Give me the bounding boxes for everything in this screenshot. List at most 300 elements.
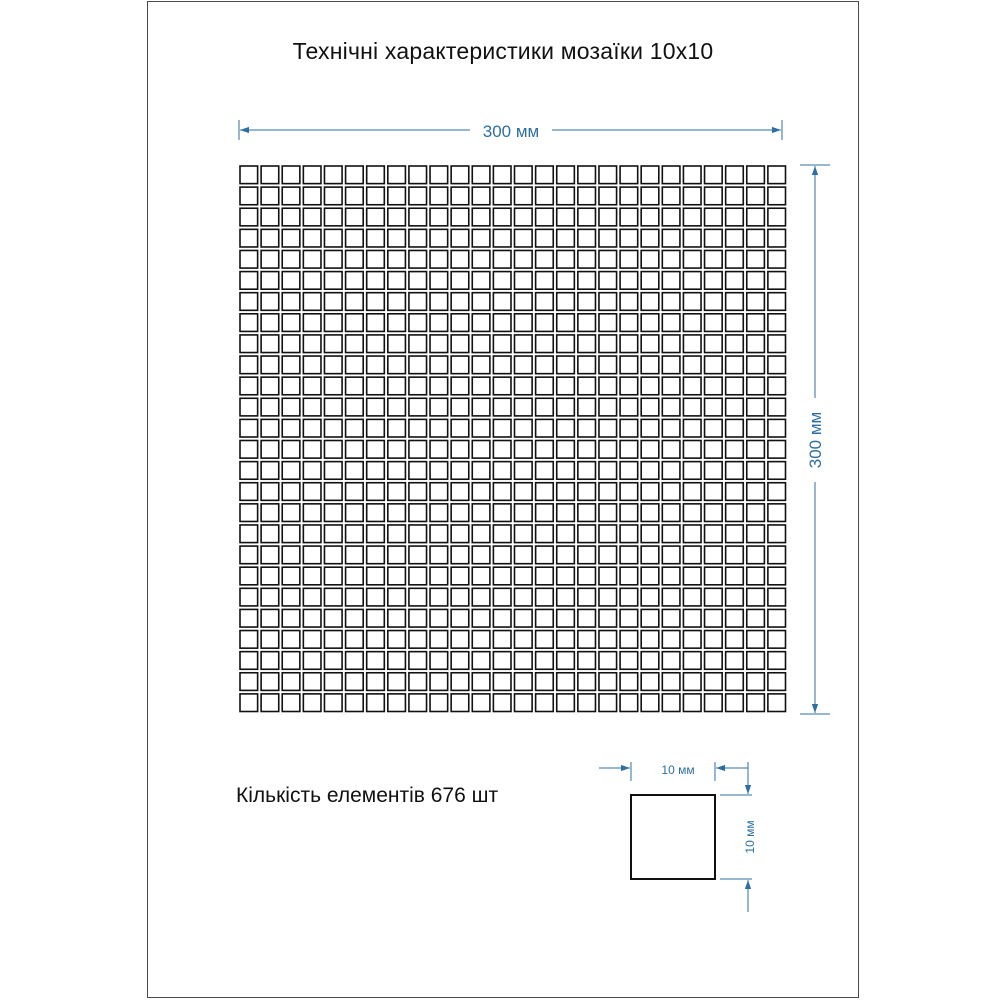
mosaic-tile — [346, 588, 364, 606]
mosaic-tile — [472, 588, 490, 606]
mosaic-tile — [641, 462, 659, 480]
mosaic-tile — [557, 229, 575, 247]
mosaic-tile — [768, 293, 786, 311]
mosaic-tile — [768, 546, 786, 564]
mosaic-tile — [346, 462, 364, 480]
mosaic-tile — [768, 250, 786, 268]
mosaic-tile — [282, 356, 300, 374]
mosaic-tile — [472, 546, 490, 564]
mosaic-tile — [726, 377, 744, 395]
mosaic-tile — [515, 187, 533, 205]
mosaic-tile — [536, 483, 554, 501]
mosaic-tile — [578, 609, 596, 627]
mosaic-tile — [599, 694, 617, 712]
mosaic-tile — [324, 398, 342, 416]
mosaic-tile — [726, 166, 744, 184]
mosaic-tile — [367, 525, 385, 543]
mosaic-tile — [261, 229, 279, 247]
mosaic-tile — [683, 546, 701, 564]
mosaic-tile — [282, 187, 300, 205]
mosaic-tile — [620, 504, 638, 522]
mosaic-tile — [747, 441, 765, 459]
mosaic-tile — [303, 314, 321, 332]
mosaic-tile — [578, 525, 596, 543]
mosaic-tile — [726, 588, 744, 606]
mosaic-tile — [388, 441, 406, 459]
mosaic-tile — [240, 250, 258, 268]
mosaic-tile — [747, 609, 765, 627]
mosaic-tile — [451, 398, 469, 416]
mosaic-tile — [303, 504, 321, 522]
mosaic-tile — [261, 208, 279, 226]
mosaic-tile — [683, 631, 701, 649]
mosaic-tile — [620, 314, 638, 332]
mosaic-tile — [472, 504, 490, 522]
mosaic-tile — [557, 631, 575, 649]
mosaic-tile — [451, 673, 469, 691]
mosaic-tile — [451, 483, 469, 501]
mosaic-tile — [620, 673, 638, 691]
mosaic-tile — [683, 673, 701, 691]
mosaic-tile — [240, 398, 258, 416]
mosaic-tile — [578, 377, 596, 395]
mosaic-tile — [599, 673, 617, 691]
mosaic-tile — [472, 483, 490, 501]
mosaic-tile — [303, 356, 321, 374]
mosaic-tile — [536, 546, 554, 564]
mosaic-tile — [599, 335, 617, 353]
mosaic-tile — [303, 631, 321, 649]
element-detail — [599, 762, 757, 912]
mosaic-tile — [557, 377, 575, 395]
mosaic-tile — [472, 229, 490, 247]
mosaic-tile — [303, 673, 321, 691]
mosaic-tile — [282, 483, 300, 501]
mosaic-tile — [747, 546, 765, 564]
mosaic-tile — [240, 462, 258, 480]
mosaic-tile — [346, 250, 364, 268]
mosaic-tile — [662, 462, 680, 480]
mosaic-tile — [324, 525, 342, 543]
mosaic-tile — [620, 631, 638, 649]
mosaic-tile — [261, 335, 279, 353]
mosaic-tile — [641, 673, 659, 691]
mosaic-tile — [536, 398, 554, 416]
mosaic-tile — [662, 398, 680, 416]
mosaic-tile — [282, 419, 300, 437]
mosaic-tile — [578, 398, 596, 416]
mosaic-tile — [409, 166, 427, 184]
mosaic-tile — [747, 588, 765, 606]
mosaic-tile — [472, 377, 490, 395]
mosaic-tile — [493, 673, 511, 691]
height-dimension — [800, 165, 830, 714]
mosaic-tile — [493, 419, 511, 437]
mosaic-tile — [240, 314, 258, 332]
mosaic-tile — [557, 250, 575, 268]
mosaic-tile — [388, 504, 406, 522]
mosaic-tile — [303, 441, 321, 459]
mosaic-tile — [705, 525, 723, 543]
mosaic-tile — [240, 419, 258, 437]
mosaic-tile — [578, 652, 596, 670]
mosaic-tile — [388, 462, 406, 480]
mosaic-tile — [599, 356, 617, 374]
mosaic-tile — [683, 525, 701, 543]
mosaic-tile — [557, 673, 575, 691]
mosaic-tile — [683, 567, 701, 585]
mosaic-tile — [493, 694, 511, 712]
mosaic-tile — [726, 335, 744, 353]
mosaic-tile — [240, 694, 258, 712]
mosaic-tile — [282, 673, 300, 691]
mosaic-tile — [557, 272, 575, 290]
mosaic-tile — [662, 652, 680, 670]
mosaic-tile — [620, 356, 638, 374]
mosaic-tile — [726, 250, 744, 268]
mosaic-tile — [620, 652, 638, 670]
mosaic-tile — [705, 187, 723, 205]
mosaic-tile — [472, 609, 490, 627]
mosaic-tile — [324, 187, 342, 205]
mosaic-tile — [409, 250, 427, 268]
mosaic-grid — [240, 166, 786, 712]
mosaic-tile — [324, 588, 342, 606]
mosaic-tile — [409, 694, 427, 712]
mosaic-tile — [303, 546, 321, 564]
mosaic-tile — [726, 356, 744, 374]
mosaic-tile — [726, 504, 744, 522]
mosaic-tile — [641, 314, 659, 332]
mosaic-tile — [346, 377, 364, 395]
mosaic-tile — [599, 377, 617, 395]
mosaic-tile — [641, 546, 659, 564]
mosaic-tile — [747, 335, 765, 353]
mosaic-tile — [388, 483, 406, 501]
mosaic-tile — [324, 419, 342, 437]
element-width-label: 10 мм — [661, 763, 695, 777]
mosaic-tile — [768, 483, 786, 501]
mosaic-tile — [303, 419, 321, 437]
mosaic-tile — [641, 525, 659, 543]
mosaic-tile — [683, 187, 701, 205]
mosaic-tile — [346, 398, 364, 416]
mosaic-tile — [747, 208, 765, 226]
mosaic-tile — [282, 588, 300, 606]
mosaic-tile — [557, 652, 575, 670]
mosaic-tile — [705, 377, 723, 395]
mosaic-tile — [641, 694, 659, 712]
mosaic-tile — [726, 441, 744, 459]
mosaic-tile — [515, 293, 533, 311]
mosaic-tile — [493, 229, 511, 247]
mosaic-tile — [388, 525, 406, 543]
mosaic-tile — [324, 673, 342, 691]
mosaic-tile — [303, 525, 321, 543]
mosaic-tile — [388, 293, 406, 311]
mosaic-tile — [451, 504, 469, 522]
mosaic-tile — [282, 525, 300, 543]
mosaic-tile — [536, 293, 554, 311]
mosaic-tile — [451, 377, 469, 395]
mosaic-tile — [261, 272, 279, 290]
mosaic-tile — [747, 567, 765, 585]
mosaic-tile — [261, 652, 279, 670]
mosaic-tile — [324, 567, 342, 585]
mosaic-tile — [282, 652, 300, 670]
mosaic-tile — [409, 546, 427, 564]
mosaic-tile — [641, 377, 659, 395]
mosaic-tile — [578, 208, 596, 226]
mosaic-tile — [683, 377, 701, 395]
mosaic-tile — [324, 609, 342, 627]
mosaic-tile — [451, 462, 469, 480]
mosaic-tile — [388, 694, 406, 712]
mosaic-tile — [705, 250, 723, 268]
mosaic-tile — [599, 314, 617, 332]
mosaic-tile — [261, 673, 279, 691]
mosaic-tile — [536, 609, 554, 627]
mosaic-tile — [388, 187, 406, 205]
mosaic-tile — [367, 631, 385, 649]
mosaic-tile — [451, 652, 469, 670]
mosaic-tile — [261, 525, 279, 543]
mosaic-tile — [726, 609, 744, 627]
mosaic-tile — [747, 694, 765, 712]
mosaic-tile — [557, 335, 575, 353]
mosaic-tile — [662, 250, 680, 268]
mosaic-tile — [768, 631, 786, 649]
mosaic-tile — [747, 229, 765, 247]
mosaic-tile — [683, 229, 701, 247]
mosaic-tile — [472, 419, 490, 437]
mosaic-tile — [324, 462, 342, 480]
mosaic-tile — [705, 293, 723, 311]
mosaic-tile — [536, 229, 554, 247]
mosaic-tile — [346, 187, 364, 205]
mosaic-tile — [346, 441, 364, 459]
mosaic-tile — [261, 631, 279, 649]
mosaic-tile — [747, 250, 765, 268]
mosaic-tile — [303, 293, 321, 311]
mosaic-tile — [430, 462, 448, 480]
mosaic-tile — [726, 567, 744, 585]
mosaic-tile — [409, 588, 427, 606]
mosaic-tile — [599, 567, 617, 585]
mosaic-tile — [768, 166, 786, 184]
mosaic-tile — [388, 546, 406, 564]
mosaic-tile — [472, 567, 490, 585]
mosaic-tile — [747, 293, 765, 311]
mosaic-tile — [472, 272, 490, 290]
mosaic-tile — [536, 694, 554, 712]
mosaic-tile — [726, 314, 744, 332]
mosaic-tile — [768, 356, 786, 374]
mosaic-tile — [367, 293, 385, 311]
mosaic-tile — [472, 208, 490, 226]
mosaic-tile — [620, 483, 638, 501]
mosaic-tile — [324, 504, 342, 522]
mosaic-tile — [620, 229, 638, 247]
mosaic-tile — [324, 546, 342, 564]
mosaic-tile — [683, 208, 701, 226]
mosaic-tile — [451, 166, 469, 184]
mosaic-tile — [747, 462, 765, 480]
mosaic-tile — [282, 504, 300, 522]
mosaic-tile — [599, 631, 617, 649]
mosaic-tile — [430, 631, 448, 649]
mosaic-tile — [240, 229, 258, 247]
mosaic-tile — [346, 314, 364, 332]
mosaic-tile — [430, 694, 448, 712]
mosaic-tile — [261, 609, 279, 627]
mosaic-tile — [578, 673, 596, 691]
mosaic-tile — [747, 673, 765, 691]
mosaic-tile — [282, 229, 300, 247]
mosaic-tile — [620, 208, 638, 226]
mosaic-tile — [240, 609, 258, 627]
mosaic-tile — [261, 293, 279, 311]
mosaic-tile — [367, 652, 385, 670]
mosaic-tile — [472, 398, 490, 416]
mosaic-tile — [493, 335, 511, 353]
mosaic-tile — [303, 377, 321, 395]
mosaic-tile — [451, 335, 469, 353]
mosaic-tile — [451, 208, 469, 226]
mosaic-tile — [683, 314, 701, 332]
mosaic-tile — [578, 546, 596, 564]
mosaic-tile — [346, 272, 364, 290]
mosaic-tile — [768, 335, 786, 353]
mosaic-tile — [578, 166, 596, 184]
mosaic-tile — [515, 546, 533, 564]
mosaic-tile — [409, 673, 427, 691]
mosaic-tile — [303, 567, 321, 585]
mosaic-tile — [768, 187, 786, 205]
mosaic-tile — [261, 441, 279, 459]
mosaic-tile — [388, 652, 406, 670]
mosaic-tile — [282, 335, 300, 353]
mosaic-tile — [662, 546, 680, 564]
mosaic-tile — [536, 250, 554, 268]
mosaic-tile — [367, 398, 385, 416]
mosaic-tile — [641, 335, 659, 353]
mosaic-tile — [409, 335, 427, 353]
mosaic-tile — [705, 462, 723, 480]
mosaic-tile — [430, 441, 448, 459]
mosaic-tile — [726, 272, 744, 290]
mosaic-tile — [662, 567, 680, 585]
mosaic-tile — [430, 567, 448, 585]
mosaic-tile — [747, 419, 765, 437]
mosaic-tile — [536, 652, 554, 670]
mosaic-tile — [662, 419, 680, 437]
mosaic-tile — [620, 187, 638, 205]
mosaic-tile — [493, 609, 511, 627]
mosaic-tile — [303, 208, 321, 226]
mosaic-tile — [641, 631, 659, 649]
mosaic-tile — [367, 546, 385, 564]
mosaic-tile — [726, 229, 744, 247]
mosaic-tile — [747, 525, 765, 543]
mosaic-tile — [557, 504, 575, 522]
mosaic-tile — [282, 567, 300, 585]
mosaic-tile — [451, 356, 469, 374]
mosaic-tile — [578, 250, 596, 268]
mosaic-tile — [303, 187, 321, 205]
mosaic-tile — [324, 250, 342, 268]
mosaic-tile — [493, 631, 511, 649]
mosaic-tile — [472, 441, 490, 459]
mosaic-tile — [367, 567, 385, 585]
mosaic-tile — [240, 504, 258, 522]
mosaic-tile — [620, 588, 638, 606]
mosaic-tile — [282, 694, 300, 712]
mosaic-tile — [303, 250, 321, 268]
mosaic-tile — [472, 314, 490, 332]
mosaic-tile — [240, 377, 258, 395]
mosaic-tile — [493, 250, 511, 268]
mosaic-tile — [536, 525, 554, 543]
mosaic-tile — [282, 272, 300, 290]
mosaic-tile — [662, 335, 680, 353]
mosaic-tile — [705, 208, 723, 226]
mosaic-tile — [705, 483, 723, 501]
mosaic-tile — [324, 335, 342, 353]
height-label: 300 мм — [806, 411, 825, 469]
mosaic-tile — [683, 441, 701, 459]
mosaic-tile — [641, 483, 659, 501]
mosaic-tile — [367, 462, 385, 480]
mosaic-tile — [683, 272, 701, 290]
mosaic-tile — [726, 462, 744, 480]
mosaic-tile — [324, 441, 342, 459]
mosaic-tile — [240, 441, 258, 459]
mosaic-tile — [367, 419, 385, 437]
mosaic-tile — [515, 272, 533, 290]
mosaic-tile — [240, 546, 258, 564]
mosaic-tile — [493, 462, 511, 480]
mosaic-tile — [768, 419, 786, 437]
mosaic-tile — [282, 314, 300, 332]
mosaic-tile — [557, 187, 575, 205]
mosaic-tile — [367, 483, 385, 501]
mosaic-tile — [641, 652, 659, 670]
mosaic-tile — [726, 293, 744, 311]
mosaic-tile — [367, 272, 385, 290]
mosaic-tile — [705, 356, 723, 374]
mosaic-tile — [282, 166, 300, 184]
mosaic-tile — [346, 483, 364, 501]
mosaic-tile — [747, 166, 765, 184]
mosaic-tile — [620, 398, 638, 416]
mosaic-tile — [747, 356, 765, 374]
mosaic-tile — [747, 504, 765, 522]
mosaic-tile — [240, 525, 258, 543]
mosaic-tile — [261, 314, 279, 332]
mosaic-tile — [683, 462, 701, 480]
mosaic-tile — [768, 314, 786, 332]
mosaic-tile — [240, 356, 258, 374]
mosaic-tile — [599, 441, 617, 459]
mosaic-tile — [578, 293, 596, 311]
mosaic-tile — [683, 166, 701, 184]
mosaic-tile — [388, 335, 406, 353]
mosaic-tile — [409, 356, 427, 374]
mosaic-tile — [240, 272, 258, 290]
mosaic-tile — [578, 694, 596, 712]
mosaic-tile — [367, 504, 385, 522]
